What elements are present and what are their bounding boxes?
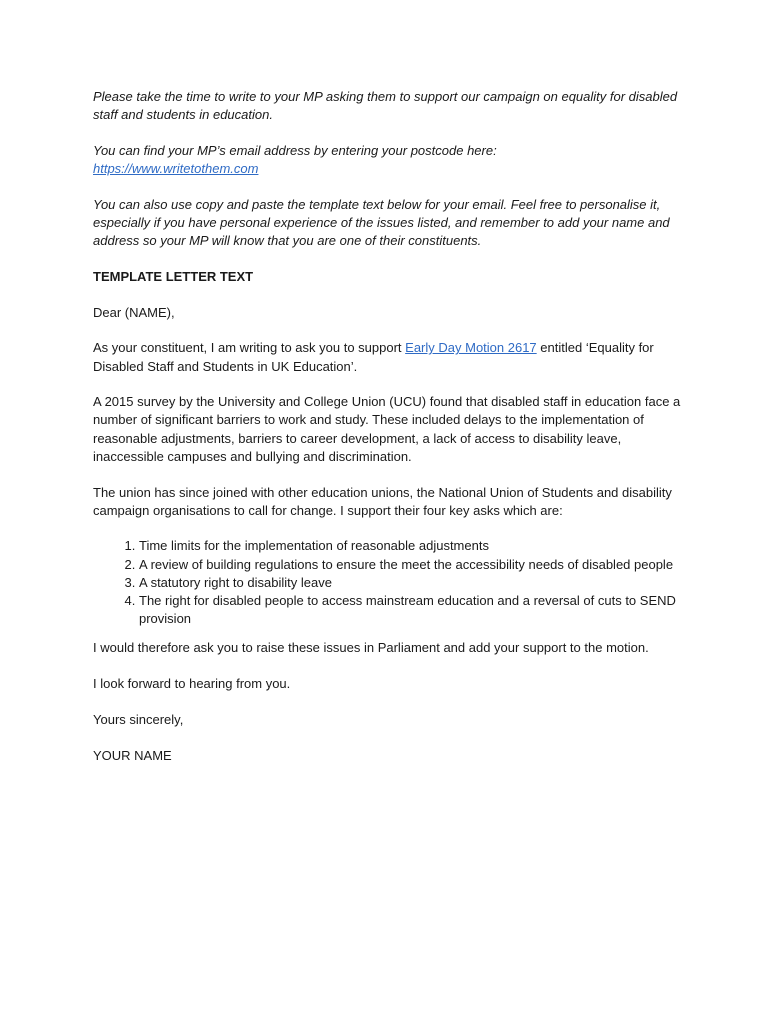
intro-paragraph-3: You can also use copy and paste the template text below for your email. Feel free to personalise it, especially if you have personal experience of the issues listed, and remember to add your name and address so your MP will know that you are one of their constituents. [93, 196, 670, 249]
letter-paragraph-4: I would therefore ask you to raise these issues in Parliament and add your support to the motion. [93, 640, 649, 656]
list-item: 3. A statutory right to disability leave [139, 574, 683, 592]
intro-paragraph-1: Please take the time to write to your MP asking them to support our campaign on equality for disabled staff and students in education. [93, 89, 678, 123]
writetothem-link[interactable]: https://www.writetothem.com [93, 161, 259, 177]
list-item: 1. Time limits for the implementation of reasonable adjustments [139, 537, 683, 555]
letter-paragraph-1 [93, 339, 683, 375]
salutation: Dear (NAME), [93, 304, 175, 320]
para1-after: entitled ‘Equality for Disabled Staff and Students in UK Education’. [93, 340, 654, 374]
template-heading: TEMPLATE LETTER TEXT [93, 268, 254, 284]
key-asks-list [93, 537, 683, 628]
letter-paragraph-5: I look forward to hearing from you. [93, 676, 291, 692]
intro-paragraph-2 [93, 142, 683, 178]
signoff: Yours sincerely, [93, 711, 184, 727]
letter-paragraph-2: A 2015 survey by the University and College Union (UCU) found that disabled staff in education face a number of significant barriers to work and study. These included delays to the implementation of reasonable adjustments, barriers to career development, a lack of access to disability leave, inaccessible campuses and bullying and discrimination. [93, 394, 681, 464]
list-item: 4. The right for disabled people to access mainstream education and a reversal of cuts to SEND provision [139, 592, 683, 628]
list-item: 2. A review of building regulations to ensure the meet the accessibility needs of disabled people [139, 556, 683, 574]
postcode-instruction: You can find your MP’s email address by entering your postcode here: [93, 142, 497, 158]
document-body [93, 88, 683, 782]
letter-paragraph-3: The union has since joined with other education unions, the National Union of Students and disability campaign organisations to call for change. I support their four key asks which are: [93, 484, 672, 518]
signature: YOUR NAME [93, 747, 172, 763]
para1-before: As your constituent, I am writing to ask you to support [93, 340, 406, 356]
early-day-motion-link[interactable]: Early Day Motion 2617 [405, 340, 537, 356]
